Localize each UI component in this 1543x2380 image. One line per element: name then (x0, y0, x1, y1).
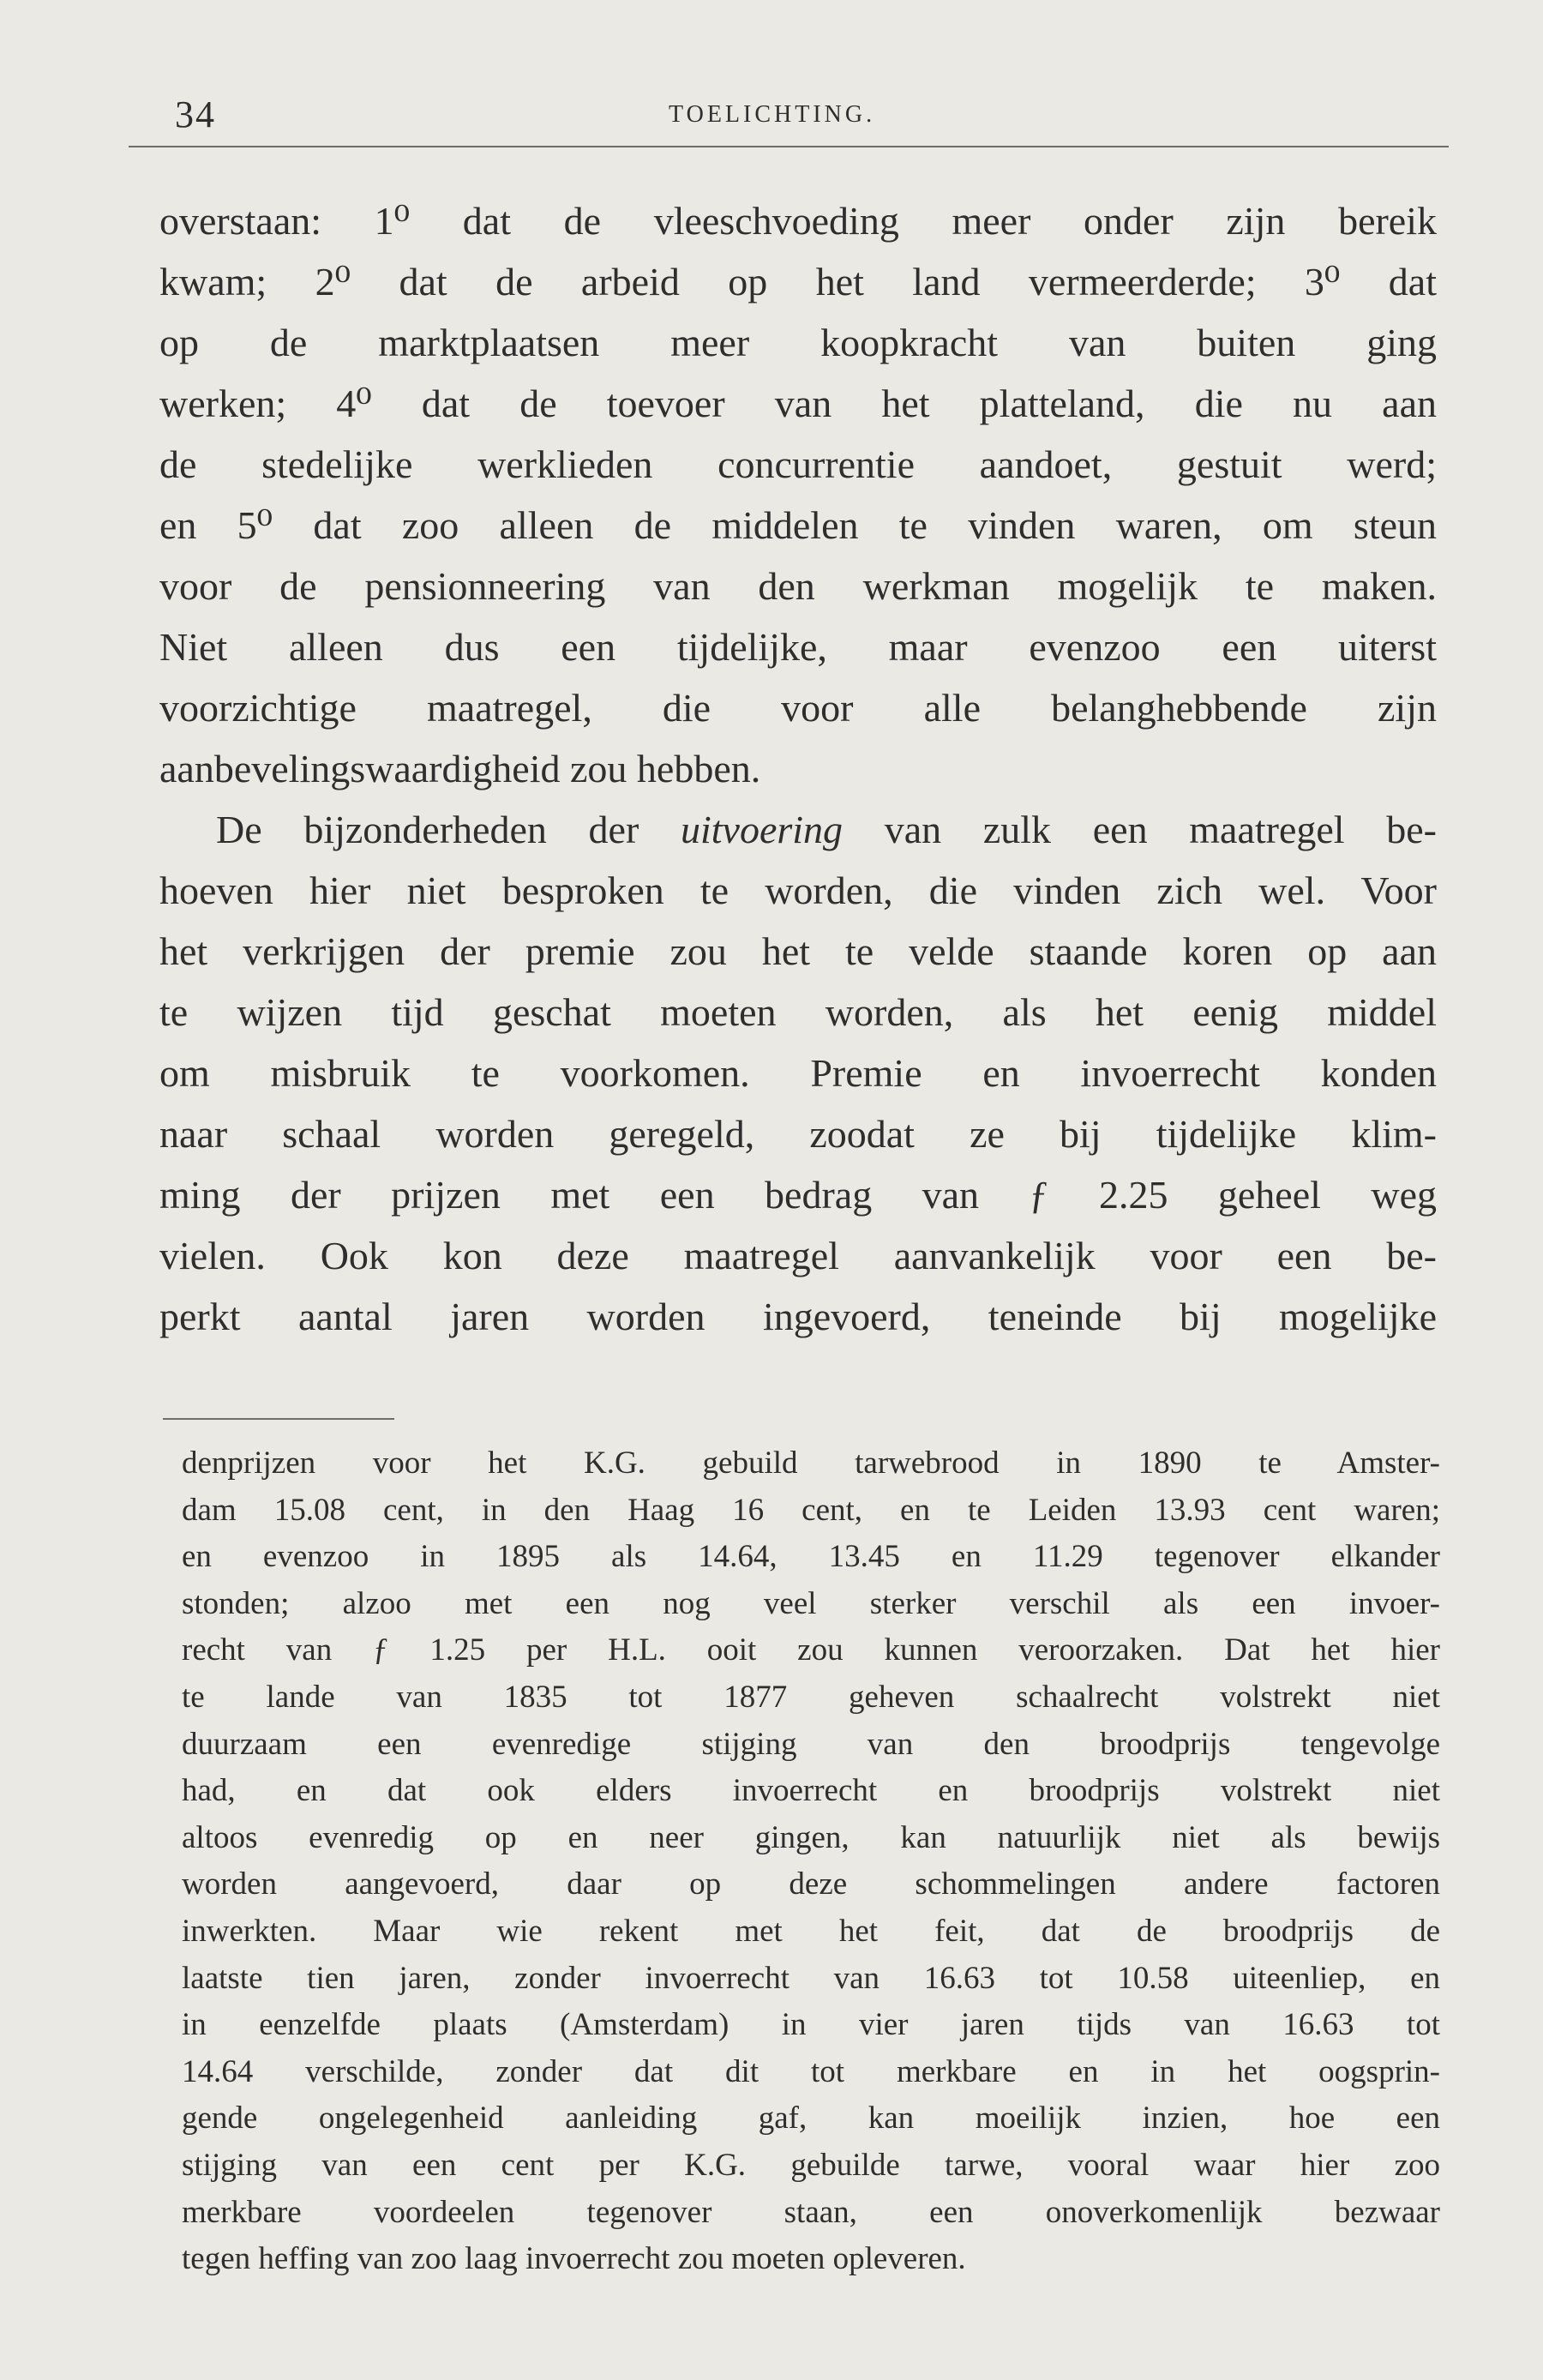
footnote-line: dam 15.08 cent, in den Haag 16 cent, en te Leiden 13.93 cent waren; (182, 1492, 1440, 1528)
body-line: voor de pensionneering van den werkman mogelijk te maken. (159, 564, 1437, 608)
footnote-line: worden aangevoerd, daar op deze schommelingen andere factoren (182, 1866, 1440, 1902)
footnote-line: altoos evenredig op en neer gingen, kan natuurlijk niet als bewijs (182, 1819, 1440, 1855)
body-line: naar schaal worden geregeld, zoodat ze bij tijdelijke klim- (159, 1112, 1437, 1156)
body-line: om misbruik te voorkomen. Premie en invoerrecht konden (159, 1051, 1437, 1095)
footnote-line: stonden; alzoo met een nog veel sterker verschil als een invoer- (182, 1585, 1440, 1621)
footnote-line: 14.64 verschilde, zonder dat dit tot merkbare en in het oogsprin- (182, 2053, 1440, 2089)
page-header (163, 93, 1449, 144)
footnote (182, 1440, 1440, 2283)
footnote-line: tegen heffing van zoo laag invoerrecht zou moeten opleveren. (182, 2241, 966, 2277)
body-line: Niet alleen dus een tijdelijke, maar evenzoo een uiterst (159, 625, 1437, 669)
footnote-line: stijging van een cent per K.G. gebuilde tarwe, vooral waar hier zoo (182, 2147, 1440, 2183)
body-line: het verkrijgen der premie zou het te velde staande koren op aan (159, 929, 1437, 973)
body-line: op de marktplaatsen meer koopkracht van buiten ging (159, 321, 1437, 364)
body-line: voorzichtige maatregel, die voor alle belanghebbende zijn (159, 686, 1437, 730)
footnote-line: merkbare voordeelen tegenover staan, een onoverkomenlijk bezwaar (182, 2194, 1440, 2230)
body-line: overstaan: 1⁰ dat de vleeschvoeding meer onder zijn bereik (159, 199, 1437, 243)
footnote-line: inwerkten. Maar wie rekent met het feit, dat de broodprijs de (182, 1913, 1440, 1949)
body-line: De bijzonderheden der uitvoering van zulk een maatregel be- (216, 808, 1438, 851)
header-rule (129, 146, 1449, 147)
body-line: kwam; 2⁰ dat de arbeid op het land vermeerderde; 3⁰ dat (159, 260, 1437, 304)
footnote-line: laatste tien jaren, zonder invoerrecht van 16.63 tot 10.58 uiteenliep, en (182, 1960, 1440, 1996)
footnote-line: gende ongelegenheid aanleiding gaf, kan moeilijk inzien, hoe een (182, 2101, 1440, 2137)
body-line: ming der prijzen met een bedrag van ƒ 2.25 geheel weg (159, 1173, 1437, 1217)
body-line: vielen. Ook kon deze maatregel aanvankelijk voor een be- (159, 1234, 1437, 1277)
body-line: werken; 4⁰ dat de toevoer van het platteland, die nu aan (159, 382, 1437, 425)
footnote-line: recht van ƒ 1.25 per H.L. ooit zou kunnen veroorzaken. Dat het hier (182, 1632, 1440, 1668)
footnote-line: denprijzen voor het K.G. gebuild tarwebrood in 1890 te Amster- (182, 1445, 1440, 1481)
footnote-line: en evenzoo in 1895 als 14.64, 13.45 en 11.29 tegenover elkander (182, 1539, 1440, 1575)
page-number: 34 (175, 93, 216, 135)
body-line: perkt aantal jaren worden ingevoerd, teneinde bij mogelijke (159, 1295, 1437, 1338)
footnote-line: in eenzelfde plaats (Amsterdam) in vier jaren tijds van 16.63 tot (182, 2007, 1440, 2043)
footnote-rule (163, 1418, 394, 1420)
body-line: te wijzen tijd geschat moeten worden, als het eenig middel (159, 990, 1437, 1034)
footnote-line: duurzaam een evenredige stijging van den broodprijs tengevolge (182, 1726, 1440, 1762)
body-line: de stedelijke werklieden concurrentie aandoet, gestuit werd; (159, 442, 1437, 486)
body-line: hoeven hier niet besproken te worden, die vinden zich wel. Voor (159, 868, 1437, 912)
emphasis-word: uitvoering (680, 808, 844, 851)
running-head: TOELICHTING. (669, 101, 876, 128)
body-text (159, 190, 1437, 1347)
body-line: en 5⁰ dat zoo alleen de middelen te vinden waren, om steun (159, 503, 1437, 547)
footnote-line: te lande van 1835 tot 1877 geheven schaalrecht volstrekt niet (182, 1679, 1440, 1715)
footnote-line: had, en dat ook elders invoerrecht en broodprijs volstrekt niet (182, 1773, 1440, 1809)
body-line: aanbevelingswaardigheid zou hebben. (159, 747, 761, 790)
